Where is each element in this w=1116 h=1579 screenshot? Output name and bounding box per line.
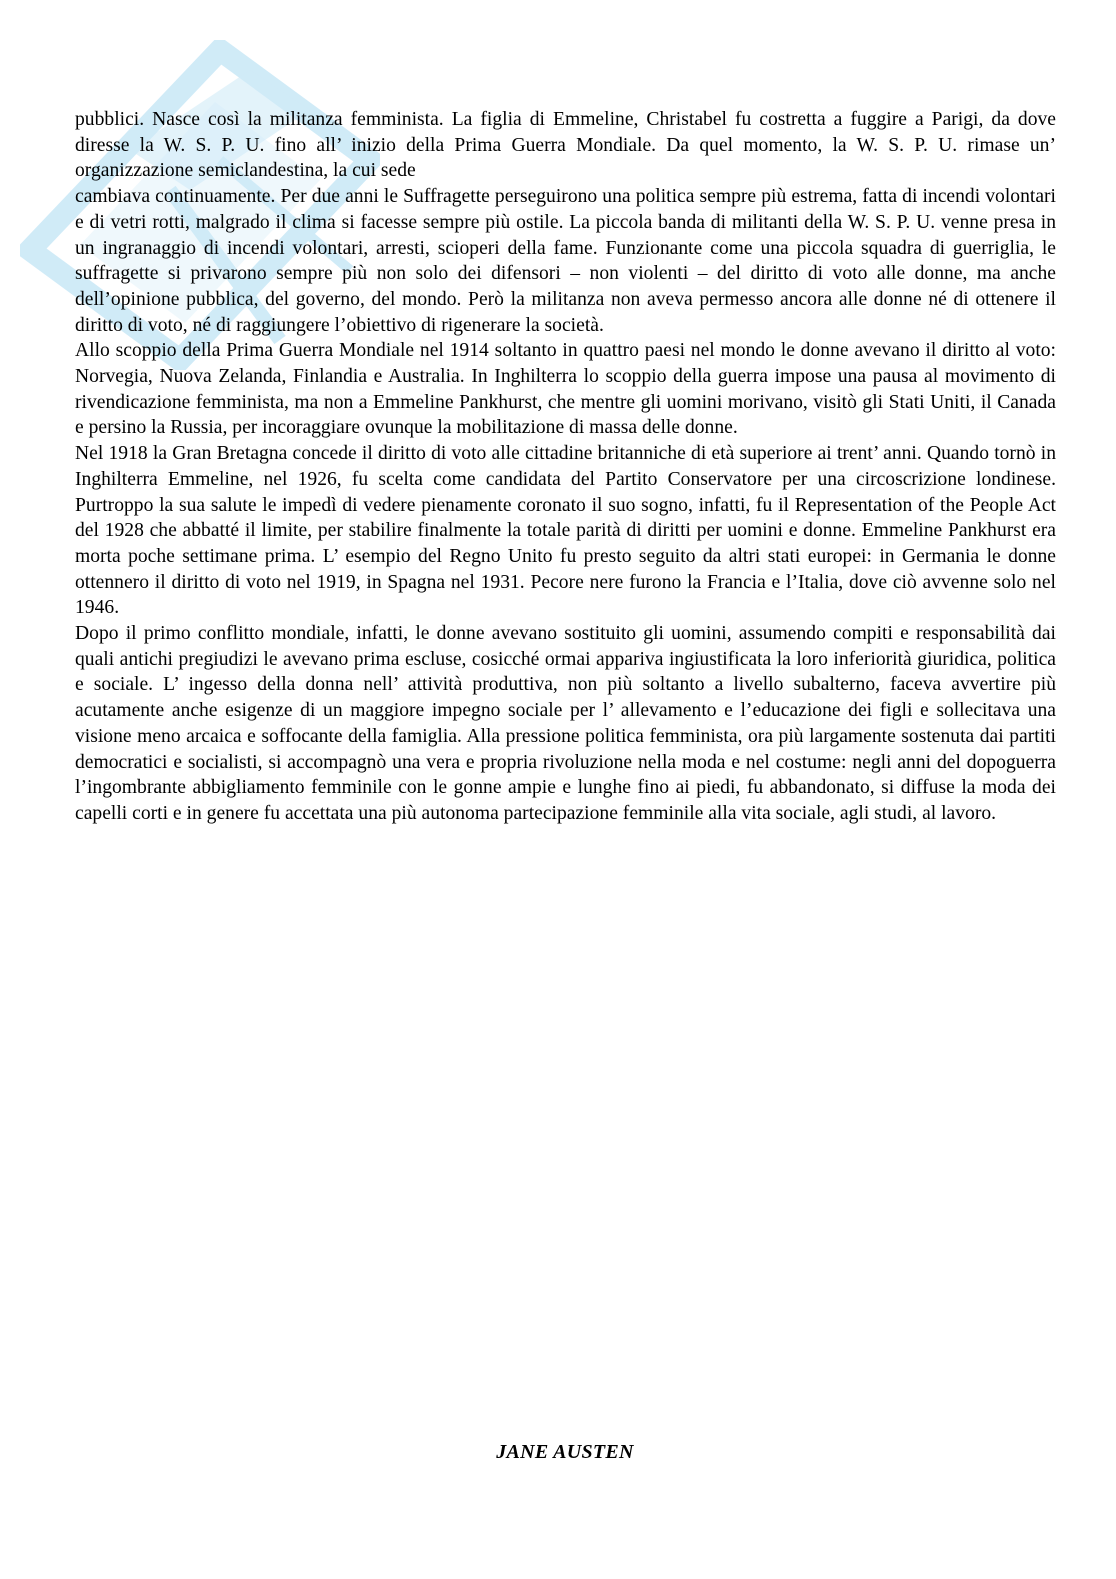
paragraph: Dopo il primo conflitto mondiale, infatti, le donne avevano sostituito gli uomini, assumendo compiti e responsabilità dai quali antichi pregiudizi le avevano prima escluse, cosicché ormai appariva ingiustificata la loro inferiorità giuridica, politica e sociale. L’ ingesso della donna nell’ attività produttiva, non più soltanto a livello subalterno, faceva avvertire più acutamente anche esigenze di un maggiore impegno sociale per l’ allevamento e l’educazione dei figli e sollecitava una visione meno arcaica e soffocante della famiglia. Alla pressione politica femminista, ora più largamente sostenuta dai partiti democratici e socialisti, si accompagnò una vera e propria rivoluzione nella moda e nel costume: negli anni del dopoguerra l’ingombrante abbigliamento femminile con le gonne ampie e lunghe fino ai piedi, fu abbandonato, si diffuse la moda dei capelli corti e in genere fu accettata una più autonoma partecipazione femminile alla vita sociale, agli studi, al lavoro. [75, 623, 1056, 824]
paragraph: cambiava continuamente. Per due anni le Suffragette perseguirono una politica sempre più estrema, fatta di incendi volontari e di vetri rotti, malgrado il clima si facesse sempre più ostile. La piccola banda di militanti della W. S. P. U. venne presa in un ingranaggio di incendi volontari, arresti, scioperi della fame. Funzionante come una piccola squadra di guerriglia, le suffragette si privarono sempre più non solo dei difensori – non violenti – del diritto di voto alle donne, ma anche dell’opinione pubblica, del governo, del mondo. Però la militanza non aveva permesso ancora alle donne né di ottenere il diritto di voto, né di raggiungere l’obiettivo di rigenerare la società. [75, 186, 1056, 336]
paragraph: Allo scoppio della Prima Guerra Mondiale nel 1914 soltanto in quattro paesi nel mondo le donne avevano il diritto al voto: Norvegia, Nuova Zelanda, Finlandia e Australia. In Inghilterra lo scoppio della guerra impose una pausa al movimento di rivendicazione femminista, ma non a Emmeline Pankhurst, che mentre gli uomini morivano, visitò gli Stati Uniti, il Canada e persino la Russia, per incoraggiare ovunque la mobilitazione di massa delle donne. [75, 340, 1056, 439]
paragraph: pubblici. Nasce così la militanza femminista. La figlia di Emmeline, Christabel fu costretta a fuggire a Parigi, da dove diresse la W. S. P. U. fino all’ inizio della Prima Guerra Mondiale. Da quel momento, la W. S. P. U. rimase un’ organizzazione semiclandestina, la cui sede [75, 109, 1056, 182]
document-body [75, 107, 1056, 827]
section-title: JANE AUSTEN [496, 1441, 634, 1463]
paragraph: Nel 1918 la Gran Bretagna concede il diritto di voto alle cittadine britanniche di età superiore ai trent’ anni. Quando tornò in Inghilterra Emmeline, nel 1926, fu scelta come candidata del Partito Conservatore per una circoscrizione londinese. Purtroppo la sua salute le impedì di vedere pienamente coronato il suo sogno, infatti, fu il Representation of the People Act del 1928 che abbatté il limite, per stabilire finalmente la totale parità di diritti per uomini e donne. Emmeline Pankhurst era morta poche settimane prima. L’ esempio del Regno Unito fu presto seguito da altri stati europei: in Germania le donne ottennero il diritto di voto nel 1919, in Spagna nel 1931. Pecore nere furono la Francia e l’Italia, dove ciò avvenne solo nel 1946. [75, 443, 1056, 619]
